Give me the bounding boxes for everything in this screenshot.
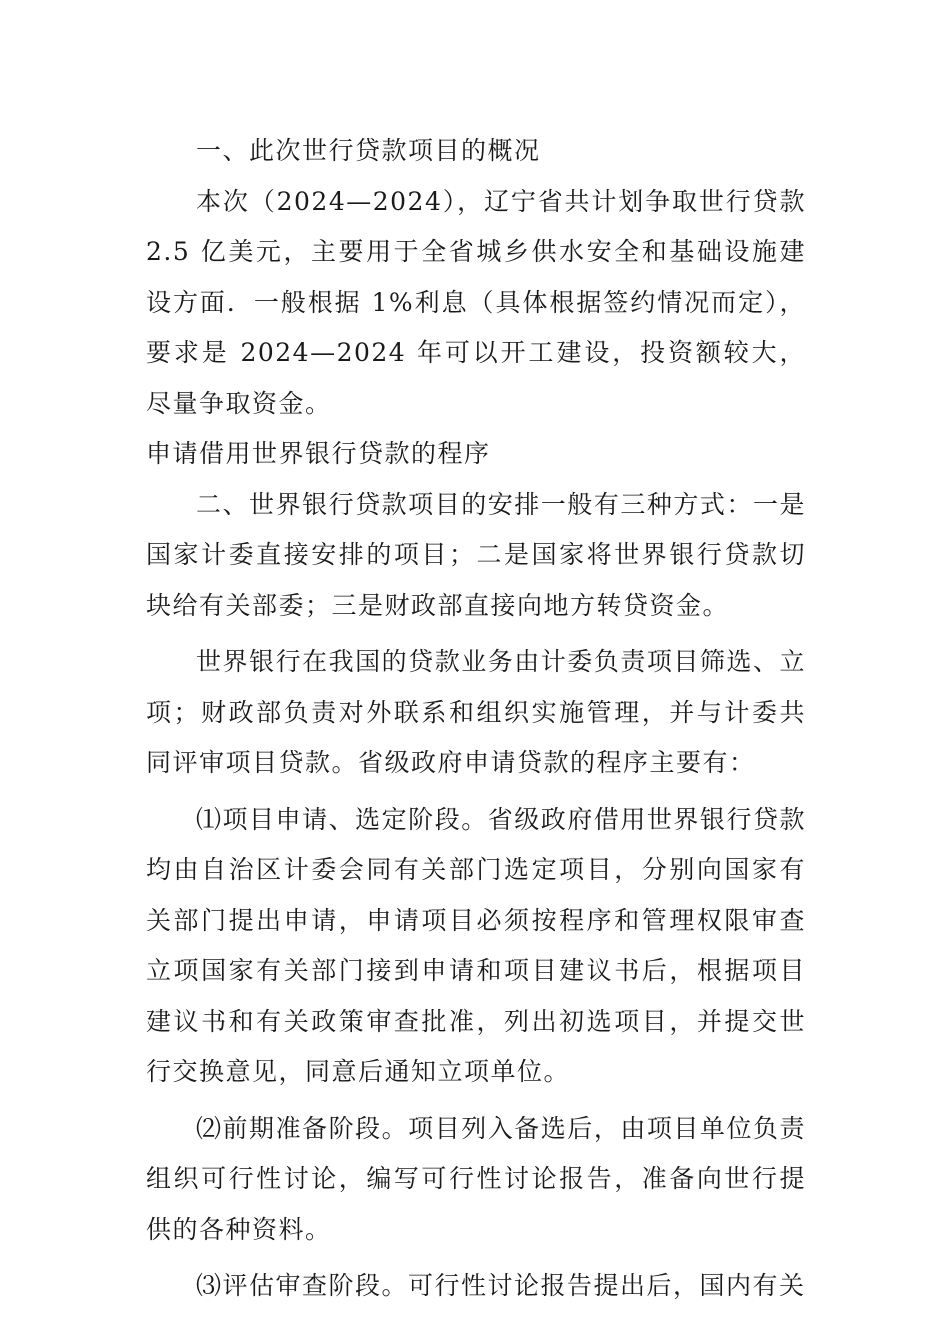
paragraph-step-2: ⑵前期准备阶段。项目列入备选后，由项目单位负责组织可行性讨论，编写可行性讨论报告，准备向世行提供的各种资料。 xyxy=(146,1113,806,1244)
document-body xyxy=(146,126,806,1312)
paragraph-step-1: ⑴项目申请、选定阶段。省级政府借用世界银行贷款均由自治区计委会同有关部门选定项目，分别向国家有关部门提出申请，申请项目必须按程序和管理权限审查立项国家有关部门接到申请和项目建议书后，根据项目建议书和有关政策审查批准，列出初选项目，并提交世行交换意见，同意后通知立项单位。 xyxy=(146,804,806,1086)
paragraph-overview: 本次（2024—2024），辽宁省共计划争取世行贷款 2.5 亿美元，主要用于全省城乡供水安全和基础设施建设方面．一般根据 1%利息（具体根据签约情况而定），要求是 2024—2024 年可以开工建设，投资额较大，尽量争取资金。 xyxy=(146,186,806,418)
section-heading-procedure: 申请借用世界银行贷款的程序 xyxy=(146,439,491,468)
paragraph-step-3: ⑶评估审查阶段。可行性讨论报告提出后，国内有关 xyxy=(196,1271,806,1300)
section-heading-overview: 一、此次世行贷款项目的概况 xyxy=(196,136,541,165)
paragraph-business: 世界银行在我国的贷款业务由计委负责项目筛选、立项；财政部负责对外联系和组织实施管理，并与计委共同评审项目贷款。省级政府申请贷款的程序主要有： xyxy=(146,647,806,777)
paragraph-arrangement: 二、世界银行贷款项目的安排一般有三种方式：一是国家计委直接安排的项目；二是国家将世界银行贷款切块给有关部委；三是财政部直接向地方转贷资金。 xyxy=(146,489,806,620)
